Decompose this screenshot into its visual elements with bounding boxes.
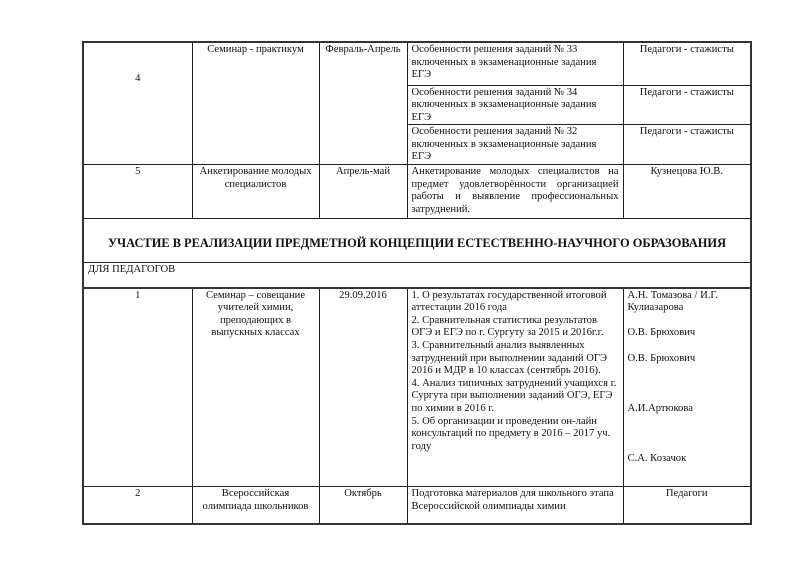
subsection-row [83,263,751,288]
responsible-person: С.А. Козачок [627,453,687,465]
agenda-cell [407,288,623,487]
plan-table [82,41,752,525]
row-number: 1 [83,288,192,487]
table-row [83,165,751,219]
row-number: 5 [83,165,192,219]
agenda-item: 1. О результатах государственной итоговой аттестации 2016 года [411,289,607,314]
event-form: Всероссийская олимпиада школьников [192,487,319,524]
event-content: Подготовка материалов для школьного этапа Всероссийской олимпиады химии [407,487,623,524]
event-form: Семинар - практикум [192,42,319,165]
row-number: 4 [83,42,192,165]
responsible-person: О.В. Брюхович [627,327,696,339]
subsection-label: ДЛЯ ПЕДАГОГОВ [83,263,751,288]
event-form: Семинар – совещание учителей химии, преподающих в выпускных классах [192,288,319,487]
agenda-item: 3. Сравнительный анализ выявленных затруднений при выполнении заданий ОГЭ 2016 и МДР в 10 классах (сентябрь 2016). [411,339,608,377]
responsible-person: А.И.Артюкова [627,402,693,414]
agenda-item: 2. Сравнительная статистика результатов ОГЭ и ЕГЭ по г. Сургуту за 2015 и 2016г.г. [411,314,604,339]
event-date: 29.09.2016 [319,288,407,487]
audience-cell: Педагоги - стажисты [623,125,751,165]
event-date: Октябрь [319,487,407,524]
event-content: Анкетирование молодых специалистов на предмет удовлетворённости организацией работы и выявление профессиональных затруднений. [407,165,623,219]
responsible-cell [623,288,751,487]
section-title: УЧАСТИЕ В РЕАЛИЗАЦИИ ПРЕДМЕТНОЙ КОНЦЕПЦИИ ЕСТЕСТВЕННО-НАУЧНОГО ОБРАЗОВАНИЯ [83,219,751,263]
section-header-row [83,219,751,263]
table-row [83,42,751,85]
table-row [83,487,751,524]
topic-cell: Особенности решения заданий № 34 включенных в экзаменационные задания ЕГЭ [407,85,623,125]
responsible-person: О.В. Брюхович [627,352,696,364]
topic-cell: Особенности решения заданий № 33 включенных в экзаменационные задания ЕГЭ [407,42,623,85]
topic-cell: Особенности решения заданий № 32 включенных в экзаменационные задания ЕГЭ [407,125,623,165]
event-form: Анкетирование молодых специалистов [192,165,319,219]
table-row [83,288,751,487]
responsible-cell: Кузнецова Ю.В. [623,165,751,219]
responsible-person: А.Н. Томазова / И.Г. Кулиазарова [627,289,718,314]
event-date: Апрель-май [319,165,407,219]
agenda-item: 4. Анализ типичных затруднений учащихся г. Сургута при выполнении заданий ОГЭ, ЕГЭ по химии в 2016 г. [411,377,617,414]
agenda-item: 5. Об организации и проведении он-лайн консультаций по предмету в 2016 – 2017 уч. году [411,415,611,452]
responsible-cell: Педагоги [623,487,751,524]
row-number: 2 [83,487,192,524]
audience-cell: Педагоги - стажисты [623,42,751,85]
audience-cell: Педагоги - стажисты [623,85,751,125]
event-date: Февраль-Апрель [319,42,407,165]
